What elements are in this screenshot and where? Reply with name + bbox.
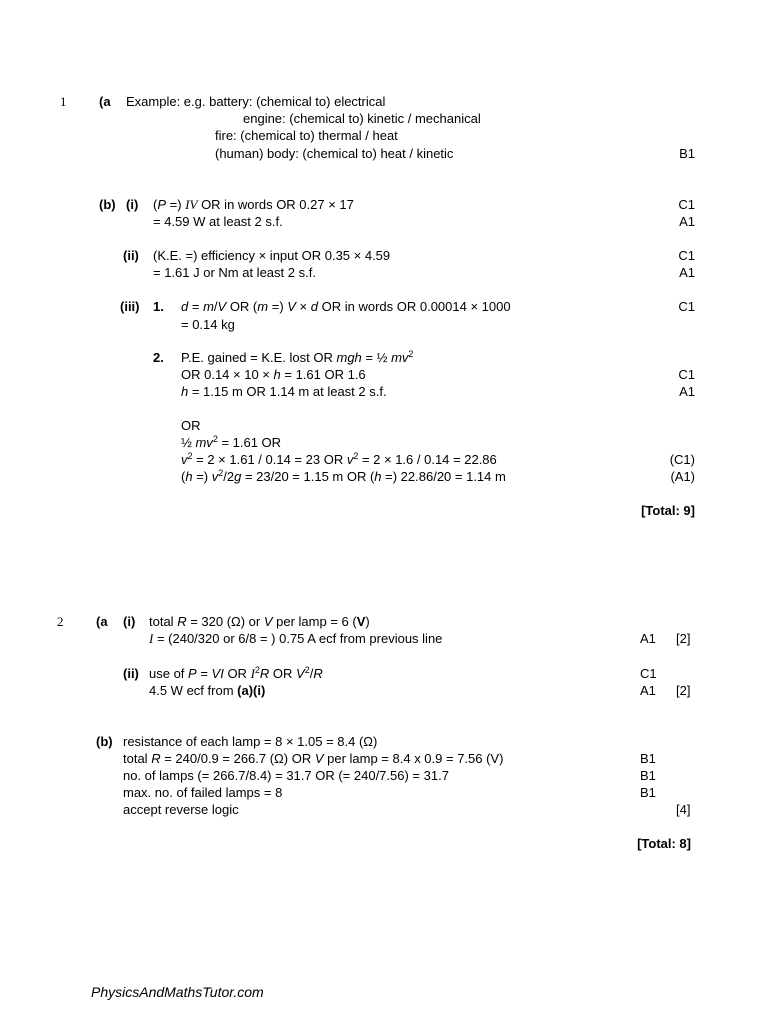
q2aii-line-1: use of P = VI OR $I^2R$ OR $V^2/R$ <box>149 665 323 681</box>
q2aii-label: (ii) <box>123 666 139 681</box>
q1bii-label: (ii) <box>123 248 139 263</box>
q1biii-1-label: 1. <box>153 299 164 314</box>
q1a-mark: B1 <box>679 146 695 161</box>
q1bi-line-2: = 4.59 W at least 2 s.f. <box>153 214 283 229</box>
q2b-line-1: resistance of each lamp = 8 × 1.05 = 8.4 (Ω) <box>123 734 378 749</box>
q1biii-2-alt-mark-2: (A1) <box>670 469 695 484</box>
q2b-line-3: no. of lamps (= 266.7/8.4) = 31.7 OR (= 240/7.56) = 31.7 <box>123 768 449 783</box>
q2b-mark-2: B1 <box>640 768 656 783</box>
q1biii-2-mark-1: C1 <box>678 367 695 382</box>
q2ai-line-1: total R = 320 (Ω) or V per lamp = 6 (V) <box>149 614 370 629</box>
q2ai-line-2: I = (240/320 or 6/8 = ) 0.75 A ecf from previous line <box>149 631 443 646</box>
q1a-line-1: Example: e.g. battery: (chemical to) electrical <box>126 94 386 109</box>
q1b-label: (b) <box>99 197 116 212</box>
q2a-label: (a <box>96 614 108 629</box>
q1bii-line-2: = 1.61 J or Nm at least 2 s.f. <box>153 265 316 280</box>
q1biii-1-line-1: d = m/V OR (m =) V × d OR in words OR 0.00014 × 1000 <box>181 299 511 314</box>
q1a-line-4: (human) body: (chemical to) heat / kinetic <box>215 146 454 161</box>
q2b-mark-1: B1 <box>640 751 656 766</box>
q1bii-mark-1: C1 <box>678 248 695 263</box>
q1a-label: (a <box>99 94 111 109</box>
q1biii-2-alt-line-1: ½ $mv^2 = 1.61$ OR <box>181 434 282 450</box>
q1biii-2-alt-line-3: (h =) $v^2/2g = 23/20 = 1.15$ m OR (h =) 22.86/20 = 1.14 m <box>181 468 506 484</box>
footer-site-name: PhysicsAndMathsTutor.com <box>91 984 264 1000</box>
q2aii-mark-1: C1 <box>640 666 657 681</box>
question-2-number: 2 <box>57 614 64 629</box>
q1bi-label: (i) <box>126 197 139 212</box>
q2aii-total: [2] <box>676 683 691 698</box>
q1a-line-2: engine: (chemical to) kinetic / mechanical <box>243 111 481 126</box>
q2ai-label: (i) <box>123 614 136 629</box>
q2aii-mark-2: A1 <box>640 683 656 698</box>
q1bi-mark-2: A1 <box>679 214 695 229</box>
q2b-line-4: max. no. of failed lamps = 8 <box>123 785 283 800</box>
q1biii-2-line-1: P.E. gained = K.E. lost OR mgh = ½ $mv^2$ <box>181 349 414 365</box>
q2-total: [Total: 8] <box>637 836 691 851</box>
q1biii-1-mark: C1 <box>678 299 695 314</box>
q2b-total: [4] <box>676 802 691 817</box>
q1a-line-3: fire: (chemical to) thermal / heat <box>215 128 398 143</box>
q2b-mark-3: B1 <box>640 785 656 800</box>
q2b-line-2: total R = 240/0.9 = 266.7 (Ω) OR V per lamp = 8.4 x 0.9 = 7.56 (V) <box>123 751 504 766</box>
q1bi-mark-1: C1 <box>678 197 695 212</box>
q1biii-2-alt-line-2: $v^2 = 2 \times 1.61 / 0.14 = 23$ OR $v^2 = 2 \times 1.6 / 0.14 = 22.86$ <box>181 451 497 467</box>
q1-total: [Total: 9] <box>641 503 695 518</box>
q2b-line-5: accept reverse logic <box>123 802 239 817</box>
q1biii-2-line-2: OR 0.14 × 10 × h = 1.61 OR 1.6 <box>181 367 366 382</box>
q1biii-2-line-3: h = 1.15 m OR 1.14 m at least 2 s.f. <box>181 384 387 399</box>
q1bii-line-1: (K.E. =) efficiency × input OR 0.35 × 4.59 <box>153 248 391 263</box>
q1biii-2-alt-or: OR <box>181 418 201 433</box>
q1bi-line-1: (P =) IV OR in words OR 0.27 × 17 <box>153 197 354 212</box>
q2aii-line-2: 4.5 W ecf from (a)(i) <box>149 683 266 698</box>
q2b-label: (b) <box>96 734 113 749</box>
q2ai-mark: A1 <box>640 631 656 646</box>
q1bii-mark-2: A1 <box>679 265 695 280</box>
q1biii-2-alt-mark-1: (C1) <box>669 452 695 467</box>
q1biii-2-label: 2. <box>153 350 164 365</box>
q2ai-total: [2] <box>676 631 691 646</box>
q1biii-label: (iii) <box>120 299 140 314</box>
q1biii-2-mark-2: A1 <box>679 384 695 399</box>
question-1-number: 1 <box>60 94 67 109</box>
q1biii-1-line-2: = 0.14 kg <box>181 317 235 332</box>
